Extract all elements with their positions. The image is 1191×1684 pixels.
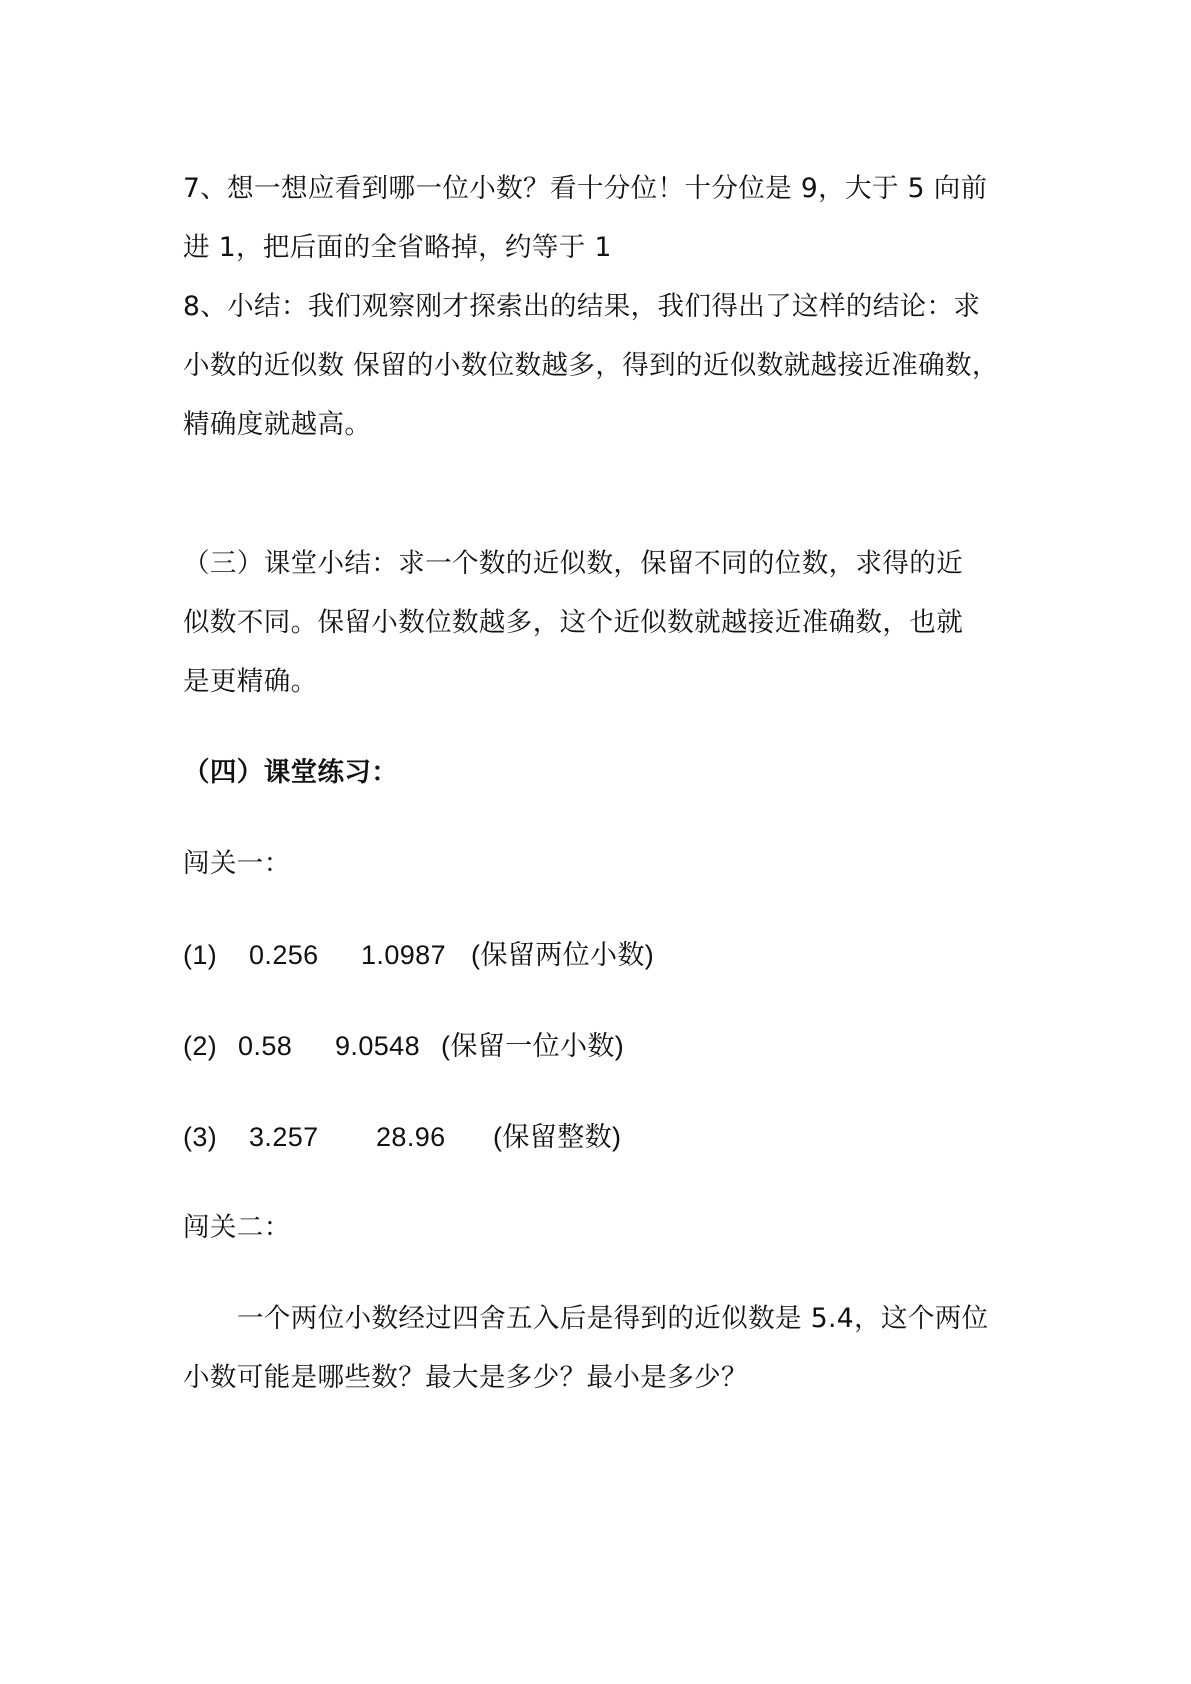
exercise-row-1 [183, 938, 654, 972]
level2-line1: 一个两位小数经过四舍五入后是得到的近似数是 5.4，这个两位 [237, 1303, 989, 1334]
exercise-2-value-a: 0.58 [238, 1031, 293, 1061]
exercise-1-label: (1) [183, 940, 218, 970]
summary-line1: （三）课堂小结：求一个数的近似数，保留不同的位数，求得的近 [183, 548, 964, 579]
section7-line1: 7、想一想应看到哪一位小数？看十分位！十分位是 9，大于 5 向前 [183, 173, 988, 204]
exercise-1-note: (保留两位小数) [471, 940, 655, 970]
exercise-1-value-a: 0.256 [249, 940, 319, 970]
exercise-1-value-b: 1.0987 [361, 940, 446, 970]
exercise-3-note: (保留整数) [493, 1122, 622, 1152]
level2-line2: 小数可能是哪些数？最大是多少？最小是多少？ [183, 1362, 748, 1393]
section8-line3: 精确度就越高。 [183, 409, 372, 440]
section8-line1: 8、小结：我们观察刚才探索出的结果，我们得出了这样的结论：求 [183, 291, 981, 322]
exercise-3-label: (3) [183, 1122, 218, 1152]
exercise-row-2 [183, 1029, 624, 1063]
level1-heading: 闯关一： [183, 848, 291, 879]
exercise-2-note: (保留一位小数) [441, 1031, 625, 1061]
exercise-2-label: (2) [183, 1031, 218, 1061]
level2-heading: 闯关二： [183, 1212, 291, 1243]
exercise-2-value-b: 9.0548 [335, 1031, 420, 1061]
summary-line3: 是更精确。 [183, 666, 318, 697]
practice-heading-text: （四）课堂练习： [183, 757, 399, 788]
exercise-row-3 [183, 1120, 621, 1154]
practice-heading [183, 756, 398, 790]
section7-line2: 进 1，把后面的全省略掉，约等于 1 [183, 232, 612, 263]
exercise-3-value-a: 3.257 [249, 1122, 319, 1152]
section8-line2: 小数的近似数 保留的小数位数越多，得到的近似数就越接近准确数， [183, 350, 999, 381]
exercise-3-value-b: 28.96 [376, 1122, 446, 1152]
summary-line2: 似数不同。保留小数位数越多，这个近似数就越接近准确数，也就 [183, 607, 964, 638]
